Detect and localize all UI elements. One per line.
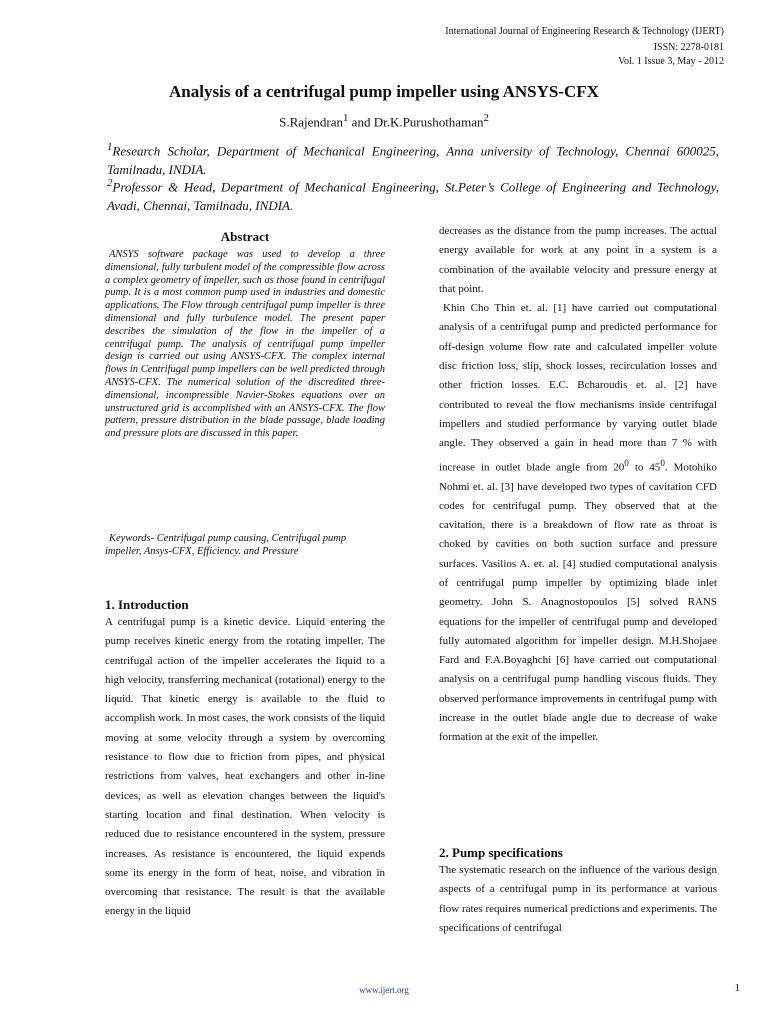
footer-url[interactable]: www.ijert.org (359, 985, 409, 995)
issn: ISSN: 2278-0181 (653, 42, 724, 53)
literature-part-c: . Motohiko Nohmi et. al. [3] have developed two types of cavitation CFD codes for centrifugal pump. They observed that at the cavitation, there is a breakdown of flow rate as throat is choked by cavities on both suction surface and pressure surfaces. Vasilios A. et. al. [4] studied computational analysis of centrifugal pump impeller by optimizing blade inlet geometry. John S. Anagnostopoulos [5] solved RANS equations for the impeller of centrifugal pump and developed fully automated algorithm for impeller design. M.H.Shojaee Fard and F.A.Boyaghchi [6] have carried out computational analysis on a centrifugal pump handling viscous fluids. They observed performance improvements in centrifugal pump with increase in the outlet blade angle due to decrease of wake formation at the exit of the impeller. (439, 461, 717, 744)
paragraph-literature (439, 299, 717, 747)
introduction-heading: 1. Introduction (105, 597, 189, 612)
pump-specifications-text: The systematic research on the influence of the various design aspects of a centrifugal pump in its performance at various flow rates requires numerical predictions and experiments. The specifications of centrifugal (439, 864, 717, 934)
paragraph-energy: decreases as the distance from the pump increases. The actual energy available for work at any point in a system is a combination of the available velocity and pressure energy at that point. (439, 225, 717, 295)
volume-issue: Vol. 1 Issue 3, May - 2012 (618, 56, 724, 67)
literature-part-a: Khin Cho Thin et. al. [1] have carried out computational analysis of a centrifugal pump and predicted performance for off-design volume flow rate and calculated impeller volute disc friction loss, slip, shock losses, recirculation losses and other friction losses. E.C. Bcharoudis et. al. [2] have contributed to reveal the flow mechanisms inside centrifugal impellers and studied performance by varying outlet blade angle. They observed a gain in head more than 7 % with increase in outlet blade angle from 20 (439, 302, 717, 474)
abstract-heading: Abstract (220, 229, 270, 244)
affiliation-2-sup: 2 (107, 177, 113, 189)
literature-part-b: to 45 (628, 461, 661, 474)
keywords: Keywords- Centrifugal pump causing, Centrifugal pump impeller, Ansys-CFX, Efficiency. and Pressure (105, 533, 347, 557)
affiliation-2 (107, 174, 719, 215)
abstract-text: ANSYS software package was used to develop a three dimensional, fully turbulent model of the compressible flow across a complex geometry of impeller, such as those found in centrifugal pump. It is a most common pump used in industries and domestic applications. The Flow through centrifugal pump impeller is three dimensional and fully turbulence model. The present paper describes the simulation of the flow in the impeller of a centrifugal pump. The analysis of centrifugal pump impeller design is carried out using ANSYS-CFX. The complex internal flows in Centrifugal pump impellers can be well predicted through ANSYS-CFX. The numerical solution of the discredited three-dimensional, incompressible Navier-Stokes equations over an unstructured grid is accomplished with an ANSYS-CFX. The flow pattern, pressure distribution in the blade passage, blade loading and pressure plots are discussed in this paper. (105, 249, 385, 440)
affiliation-1-text: Research Scholar, Department of Mechanical Engineering, Anna university of Technology, Chennai 600025, Tamilnadu, INDIA. (107, 143, 719, 178)
author-2-sup: 2 (483, 112, 489, 124)
page-number: 1 (734, 982, 740, 994)
author-1-sup: 1 (343, 112, 349, 124)
introduction-text: A centrifugal pump is a kinetic device. Liquid entering the pump receives kinetic energy from the rotating impeller. The centrifugal action of the impeller accelerates the liquid to a high velocity, transferring mechanical (rotational) energy to the liquid. That kinetic energy is available to the fluid to accomplish work. In most cases, the work consists of the liquid moving at some velocity through a system by overcoming resistance to flow due to friction from pipes, and physical restrictions from valves, heat exchangers and other in-line devices, as well as elevation changes between the liquid's starting location and final destination. When velocity is reduced due to resistance encountered in the system, pressure increases. As resistance is encountered, the liquid expends some its energy in the form of heat, noise, and vibration in overcoming that resistance. The result is that the available energy in the liquid (105, 616, 385, 918)
right-column-text (439, 222, 717, 748)
author-line (0, 112, 768, 130)
author-1: S.Rajendran (279, 114, 343, 130)
author-2: and Dr.K.Purushothaman (348, 114, 484, 130)
pump-specifications-section (439, 845, 717, 938)
abstract-section (105, 229, 385, 441)
affiliation-1-sup: 1 (107, 141, 113, 153)
introduction-section (105, 597, 385, 922)
journal-name: International Journal of Engineering Research & Technology (IJERT) (445, 26, 724, 37)
degree-2: 0 (660, 457, 665, 468)
affiliation-2-text: Professor & Head, Department of Mechanical Engineering, St.Peter’s College of Engineering and Technology, Avadi, Chennai, Tamilnadu, INDIA. (107, 179, 719, 214)
paper-title: Analysis of a centrifugal pump impeller using ANSYS-CFX (169, 82, 599, 101)
pump-specifications-heading: 2. Pump specifications (439, 845, 563, 860)
degree-1: 0 (624, 457, 629, 468)
